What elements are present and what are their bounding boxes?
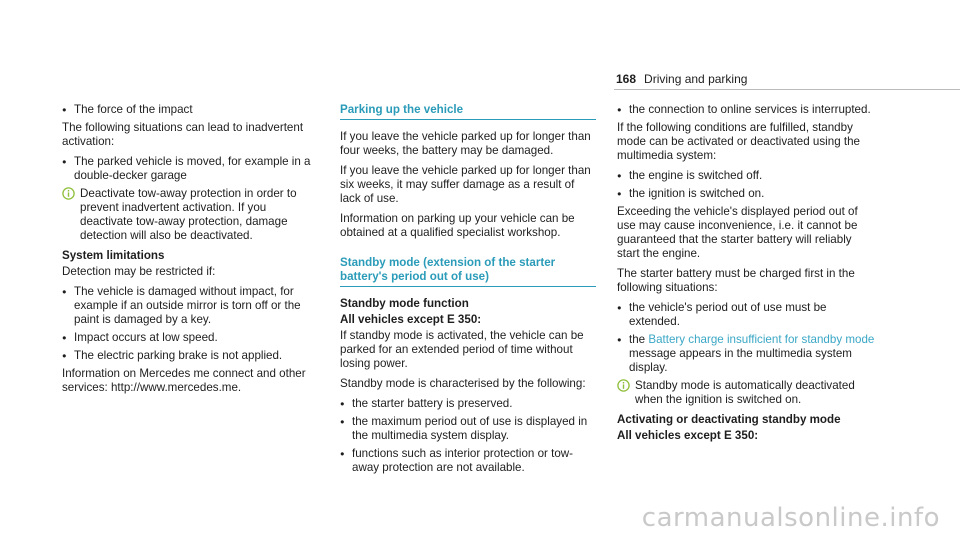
paragraph: If you leave the vehicle parked up for longer than six weeks, it may suffer damage as a result of lack of use. [340, 164, 591, 205]
paragraph: Information on parking up your vehicle can be obtained at a qualified specialist workshop. [340, 212, 575, 239]
list-item: ● the vehicle's period out of use must be extended. [617, 301, 877, 329]
info-icon [617, 379, 630, 392]
section-heading: System limitations [62, 249, 165, 262]
section-heading: Parking up the vehicle [340, 103, 596, 120]
list-item: ● the connection to online services is interrupted. [617, 103, 877, 117]
subheading: All vehicles except E 350: [617, 429, 759, 442]
paragraph: Detection may be restricted if: [62, 265, 216, 278]
list-item [617, 333, 877, 375]
list-item: ● the starter battery is preserved. [340, 397, 596, 411]
paragraph: If the following conditions are fulfilled, standby mode can be activated or deactivated using the multimedia system: [617, 121, 860, 162]
subheading: Standby mode function [340, 297, 469, 310]
page-number: 168 [616, 72, 637, 86]
column-middle [340, 103, 596, 479]
paragraph: The following situations can lead to inadvertent activation: [62, 121, 304, 148]
note [617, 379, 877, 407]
subheading: Activating or deactivating standby mode [617, 413, 841, 426]
subheading: All vehicles except E 350: [340, 313, 482, 326]
text-run: message appears in the multimedia system display. [629, 347, 852, 374]
list-item: ● functions such as interior protection or tow-away protection are not available. [340, 447, 596, 475]
watermark: carmanualsonline.info [641, 503, 940, 533]
display-message-link: Battery charge insufficient for standby mode [648, 333, 875, 346]
list-item: ● The electric parking brake is not applied. [62, 349, 320, 363]
column-left [62, 103, 320, 401]
note-text: Standby mode is automatically deactivated when the ignition is switched on. [635, 379, 855, 406]
list-item: ● the engine is switched off. [617, 169, 877, 183]
list-item: ● the ignition is switched on. [617, 187, 877, 201]
info-icon [62, 187, 75, 200]
list-item: ● The parked vehicle is moved, for example in a double-decker garage [62, 155, 320, 183]
note-text: Deactivate tow-away protection in order to prevent inadvertent activation. If you deactivate tow-away protection, damage detection will also be deactivated. [80, 187, 297, 242]
text-run: the [629, 333, 646, 346]
list-item: ● The vehicle is damaged without impact, for example if an outside mirror is torn off or the paint is damaged by a key. [62, 285, 320, 327]
list-item: ● The force of the impact [62, 103, 320, 117]
note [62, 187, 320, 243]
paragraph: The starter battery must be charged first in the following situations: [617, 267, 855, 294]
column-right [617, 103, 877, 445]
paragraph: If standby mode is activated, the vehicle can be parked for an extended period of time without losing power. [340, 329, 584, 370]
paragraph: Information on Mercedes me connect and other services: http://www.mercedes.me. [62, 367, 306, 394]
page-header [616, 72, 747, 86]
list-item: ● Impact occurs at low speed. [62, 331, 320, 345]
header-rule [614, 89, 960, 90]
section-heading: Standby mode (extension of the starter battery's period out of use) [340, 256, 596, 287]
paragraph: If you leave the vehicle parked up for longer than four weeks, the battery may be damaged. [340, 130, 591, 157]
list-item: ● the maximum period out of use is displayed in the multimedia system display. [340, 415, 596, 443]
paragraph: Exceeding the vehicle's displayed period out of use may cause inconvenience, i.e. it cannot be guaranteed that the starter battery will reliably start the engine. [617, 205, 858, 260]
page-title: Driving and parking [644, 72, 748, 86]
paragraph: Standby mode is characterised by the following: [340, 377, 586, 390]
